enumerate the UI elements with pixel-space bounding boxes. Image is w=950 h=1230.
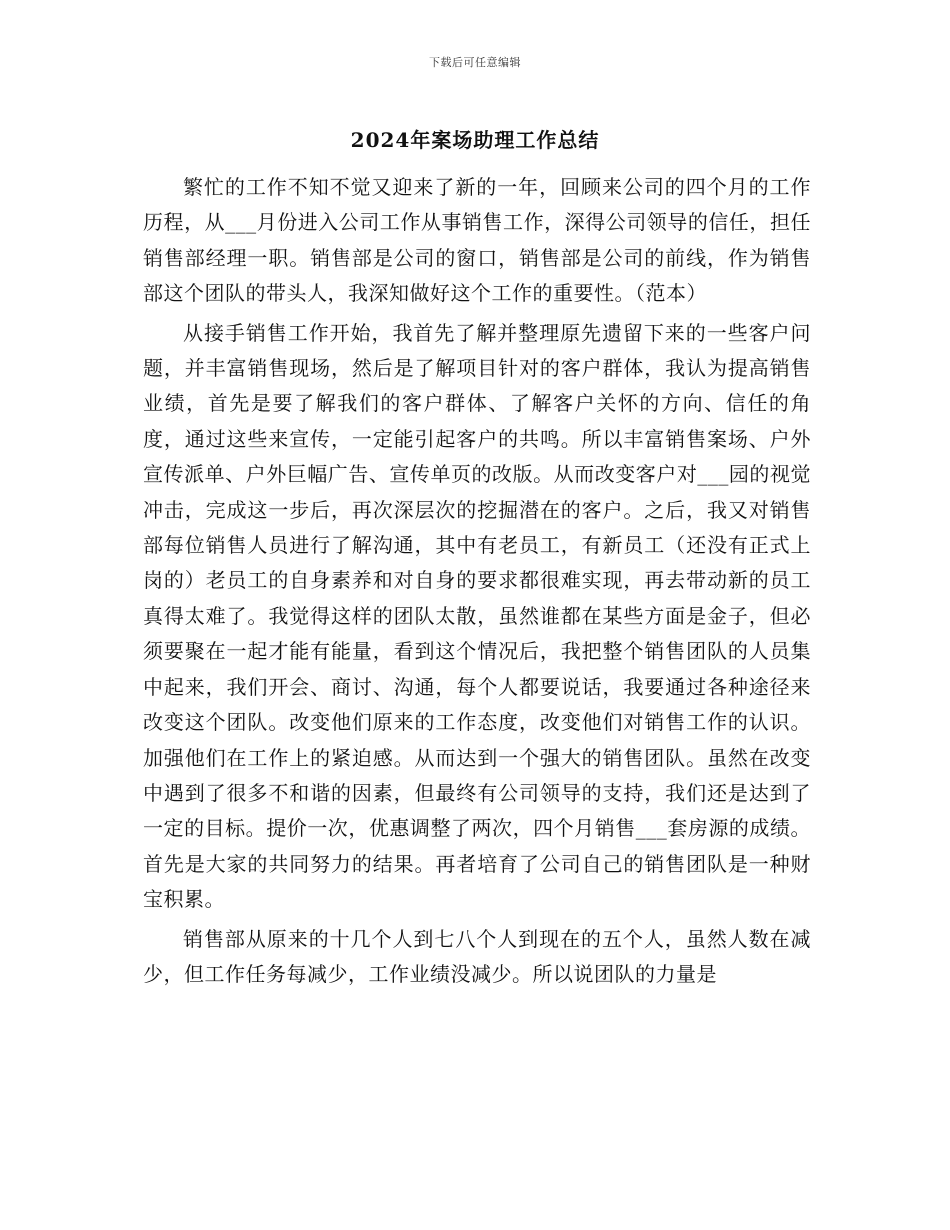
header-note: 下载后可任意编辑	[429, 56, 521, 69]
document-title: 2024年案场助理工作总结	[350, 128, 600, 152]
paragraph-1: 繁忙的工作不知不觉又迎来了新的一年，回顾来公司的四个月的工作历程，从___月份进入公司工作从事销售工作，深得公司领导的信任，担任销售部经理一职。销售部是公司的窗口，销售部是公司的前线，作为销售部这个团队的带头人，我深知做好这个工作的重要性。（范本）	[143, 175, 811, 306]
document-body	[143, 170, 811, 996]
paragraph-2: 从接手销售工作开始，我首先了解并整理原先遗留下来的一些客户问题，并丰富销售现场，然后是了解项目针对的客户群体，我认为提高销售业绩，首先是要了解我们的客户群体、了解客户关怀的方向、信任的角度，通过这些来宣传，一定能引起客户的共鸣。所以丰富销售案场、户外宣传派单、户外巨幅广告、宣传单页的改版。从而改变客户对___园的视觉冲击，完成这一步后，再次深层次的挖掘潜在的客户。之后，我又对销售部每位销售人员进行了解沟通，其中有老员工，有新员工（还没有正式上岗的）老员工的自身素养和对自身的要求都很难实现，再去带动新的员工真得太难了。我觉得这样的团队太散，虽然谁都在某些方面是金子，但必须要聚在一起才能有能量，看到这个情况后，我把整个销售团队的人员集中起来，我们开会、商讨、沟通，每个人都要说话，我要通过各种途径来改变这个团队。改变他们原来的工作态度，改变他们对销售工作的认识。加强他们在工作上的紧迫感。从而达到一个强大的销售团队。虽然在改变中遇到了很多不和谐的因素，但最终有公司领导的支持，我们还是达到了一定的目标。提价一次，优惠调整了两次，四个月销售___套房源的成绩。首先是大家的共同努力的结果。再者培育了公司自己的销售团队是一种财宝积累。	[143, 320, 811, 912]
paragraph-3: 销售部从原来的十几个人到七八个人到现在的五个人，虽然人数在减少，但工作任务每减少，工作业绩没减少。所以说团队的力量是	[143, 926, 811, 986]
